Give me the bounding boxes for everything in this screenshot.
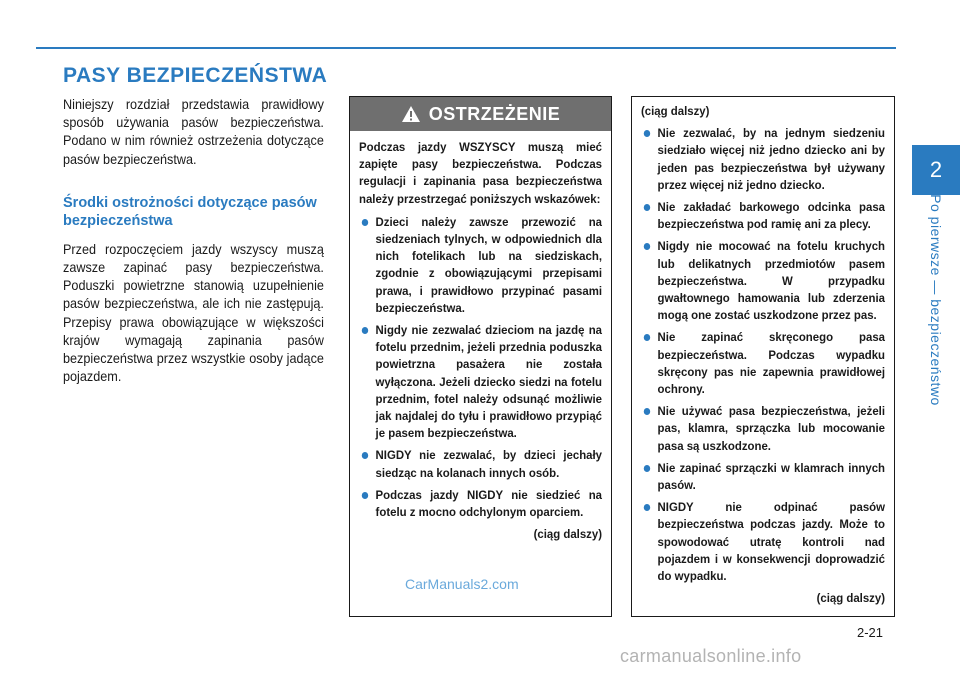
list-item: Nigdy nie zezwalać dzieciom na jazdę na fotelu przednim, jeżeli przednia poduszka powietrzna pasażera nie została wyłączona. Jeżeli dziecko siedzi na fotelu przednim, fotel należy odsunąć możliwie jak najdalej do tyłu i prawidłowo przypiąć je pasem bezpieczeństwa. (359, 322, 602, 442)
left-column (63, 96, 324, 386)
bullet-dot (362, 219, 368, 226)
subheading: Środki ostrożności dotyczące pasów bezpieczeństwa (63, 194, 317, 229)
continuation-list (641, 125, 885, 585)
list-item: Nie używać pasa bezpieczeństwa, jeżeli pas, klamra, sprzączka lub mocowanie pasa są uszkodzone. (641, 403, 885, 455)
warning-intro: Podczas jazdy WSZYSCY muszą mieć zapięte pasy bezpieczeństwa. Podczas regulacji i zapinania pasa bezpieczeństwa należy przestrzegać poniższych wskazówek: (359, 140, 603, 206)
bullet-dot (644, 408, 650, 415)
continuation-head: (ciąg dalszy) (641, 104, 710, 118)
bullet-dot (644, 334, 650, 341)
body-paragraph: Przed rozpoczęciem jazdy wszyscy muszą zawsze zapinać pasy bezpieczeństwa. Poduszki powietrzne stanowią uzupełnienie pasów bezpieczeństwa, ale ich nie zastępują. Przepisy prawa obowiązujące w większości krajów wymagają zapinania pasów bezpieczeństwa przez wszystkie osoby jadące pojazdem. (63, 241, 324, 385)
warning-body (350, 131, 611, 543)
intro-paragraph: Niniejszy rozdział przedstawia prawidłowy sposób używania pasów bezpieczeństwa. Podano w nim również ostrzeżenia dotyczące pasów bezpieczeństwa. (63, 97, 324, 167)
list-item: Nie zezwalać, by na jednym siedzeniu siedziało więcej niż jedno dziecko ani by jeden pas bezpieczeństwa był używany przez więcej niż jedno dziecko. (641, 125, 885, 194)
chapter-tab[interactable] (912, 145, 960, 195)
continuation-box (631, 96, 895, 617)
continued-label: (ciąg dalszy) (533, 527, 603, 542)
chapter-number: 2 (929, 157, 943, 182)
list-item: NIGDY nie zezwalać, by dzieci jechały siedząc na kolanach innych osób. (359, 447, 602, 481)
list-item: Nie zakładać barkowego odcinka pasa bezpieczeństwa pod ramię ani za plecy. (641, 199, 885, 233)
continuation-body (632, 97, 894, 607)
list-item: Dzieci należy zawsze przewozić na siedzeniach tylnych, w odpowiednich dla nich fotelikach lub na siedziskach, zgodnie z obowiązującymi przepisami prawa, i prawidłowo przypinać pasami bezpieczeństwa. (359, 214, 602, 317)
section-title: PASY BEZPIECZEŃSTWA (63, 64, 328, 87)
bullet-dot (644, 465, 650, 472)
bullet-dot (644, 504, 650, 511)
warning-header (350, 97, 611, 131)
bullet-dot (362, 452, 368, 459)
warning-title: OSTRZEŻENIE (428, 103, 561, 124)
warning-triangle-icon (401, 105, 421, 123)
list-item: Nigdy nie mocować na fotelu kruchych lub delikatnych przedmiotów pasem bezpieczeństwa. W przypadku gwałtownego hamowania lub zderzenia mogą one zostać uszkodzone przez pas. (641, 238, 885, 324)
bullet-dot (644, 204, 650, 211)
header-rule (36, 47, 896, 49)
bullet-dot (362, 492, 368, 499)
warning-box (349, 96, 612, 617)
footer-watermark: carmanualsonline.info (620, 646, 802, 666)
chapter-side-label: Po pierwsze — bezpieczeństwo (928, 194, 944, 406)
list-item: NIGDY nie odpinać pasów bezpieczeństwa podczas jazdy. Może to spowodować utratę kontroli nad pojazdem i w konsekwencji doprowadzić do wypadku. (641, 499, 885, 585)
watermark-link[interactable]: CarManuals2.com (405, 576, 519, 592)
bullet-dot (362, 327, 368, 334)
list-item: Nie zapinać skręconego pasa bezpieczeństwa. Podczas wypadku skręcony pas nie zapewnia prawidłowej ochrony. (641, 329, 885, 398)
list-item: Nie zapinać sprzączki w klamrach innych pasów. (641, 460, 885, 494)
continued-label: (ciąg dalszy) (816, 591, 886, 606)
warning-list (359, 214, 602, 521)
bullet-dot (644, 243, 650, 250)
list-item: Podczas jazdy NIGDY nie siedzieć na fotelu z mocno odchylonym oparciem. (359, 487, 602, 521)
bullet-dot (644, 130, 650, 137)
page-number: 2-21 (857, 625, 884, 640)
